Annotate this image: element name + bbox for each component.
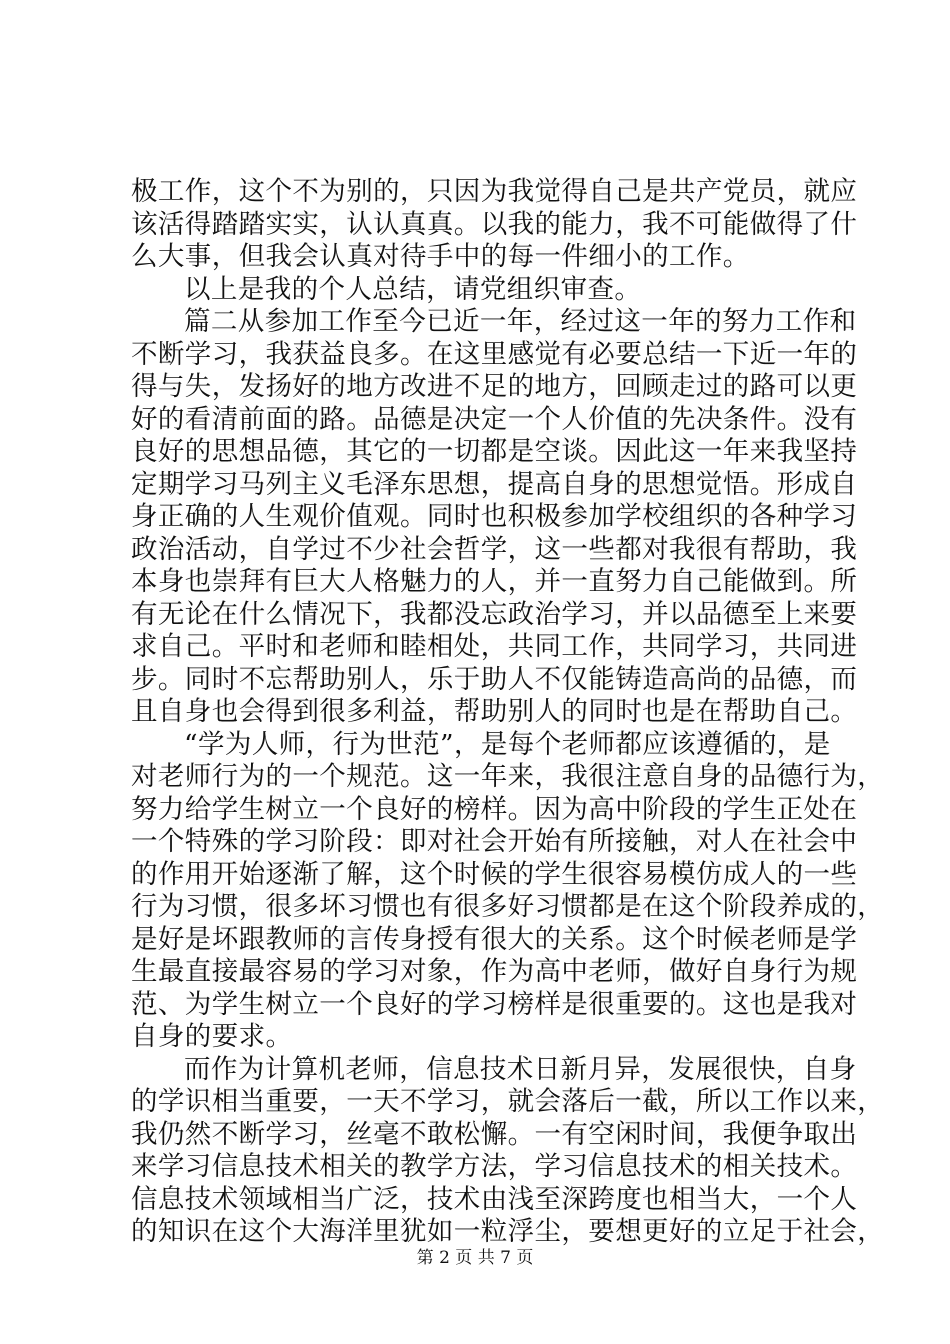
text-line: 的知识在这个大海洋里犹如一粒浮尘，要想更好的立足于社会， [131, 1216, 885, 1247]
text-line: 是好是坏跟教师的言传身授有很大的关系。这个时候老师是学 [131, 923, 858, 955]
text-line: 生最直接最容易的学习对象，作为高中老师，做好自身行为规 [131, 956, 858, 987]
page-footer: 第 2 页 共 7 页 [416, 1248, 534, 1268]
text-line: 的学识相当重要，一天不学习，就会落后一截，所以工作以来， [131, 1086, 885, 1117]
text-line: 身正确的人生观价值观。同时也积极参加学校组织的各种学习 [131, 501, 858, 532]
text-line: 政治活动，自学过不少社会哲学，这一些都对我很有帮助，我 [131, 533, 858, 565]
text-line: 我仍然不断学习，丝毫不敢松懈。一有空闲时间，我便争取出 [131, 1118, 858, 1150]
text-line: 本身也崇拜有巨大人格魅力的人，并一直努力自己能做到。所 [131, 566, 858, 597]
text-line: 篇二从参加工作至今已近一年，经过这一年的努力工作和 [184, 306, 857, 337]
text-line: 来学习信息技术相关的教学方法，学习信息技术的相关技术。 [131, 1151, 858, 1182]
text-line: 自身的要求。 [131, 1021, 293, 1052]
text-line: 范、为学生树立一个良好的学习榜样是很重要的。这也是我对 [131, 988, 858, 1020]
text-line: 么大事，但我会认真对待手中的每一件细小的工作。 [131, 241, 750, 272]
text-line: 行为习惯，很多坏习惯也有很多好习惯都是在这个阶段养成的， [131, 891, 885, 922]
text-line: 对老师行为的一个规范。这一年来，我很注意自身的品德行为， [131, 761, 885, 792]
text-line: 不断学习，我获益良多。在这里感觉有必要总结一下近一年的 [131, 338, 858, 370]
text-line: 而作为计算机老师，信息技术日新月异，发展很快，自身 [184, 1053, 857, 1085]
text-line: 良好的思想品德，其它的一切都是空谈。因此这一年来我坚持 [131, 436, 858, 467]
text-line: 该活得踏踏实实，认认真真。以我的能力，我不可能做得了什 [131, 208, 858, 240]
text-line: 努力给学生树立一个良好的榜样。因为高中阶段的学生正处在 [131, 793, 858, 825]
text-line: 好的看清前面的路。品德是决定一个人价值的先决条件。没有 [131, 403, 858, 435]
text-line: 且自身也会得到很多利益，帮助别人的同时也是在帮助自己。 [131, 696, 858, 727]
text-line: 定期学习马列主义毛泽东思想，提高自身的思想觉悟。形成自 [131, 468, 858, 500]
text-line: 求自己。平时和老师和睦相处，共同工作，共同学习，共同进 [131, 631, 858, 662]
text-line: “学为人师，行为世范”，是每个老师都应该遵循的，是 [184, 728, 831, 760]
document-body [131, 176, 885, 1249]
text-line: 一个特殊的学习阶段：即对社会开始有所接触，对人在社会中 [131, 826, 858, 857]
text-line: 步。同时不忘帮助别人，乐于助人不仅能铸造高尚的品德，而 [131, 663, 858, 695]
text-line: 得与失，发扬好的地方改进不足的地方，回顾走过的路可以更 [131, 371, 858, 402]
text-line: 以上是我的个人总结，请党组织审查。 [184, 273, 642, 305]
text-line: 有无论在什么情况下，我都没忘政治学习，并以品德至上来要 [131, 598, 858, 630]
text-line: 的作用开始逐渐了解，这个时候的学生很容易模仿成人的一些 [131, 858, 858, 890]
text-line: 信息技术领域相当广泛，技术由浅至深跨度也相当大，一个人 [131, 1183, 858, 1215]
text-line: 极工作，这个不为别的，只因为我觉得自己是共产党员，就应 [131, 176, 858, 207]
